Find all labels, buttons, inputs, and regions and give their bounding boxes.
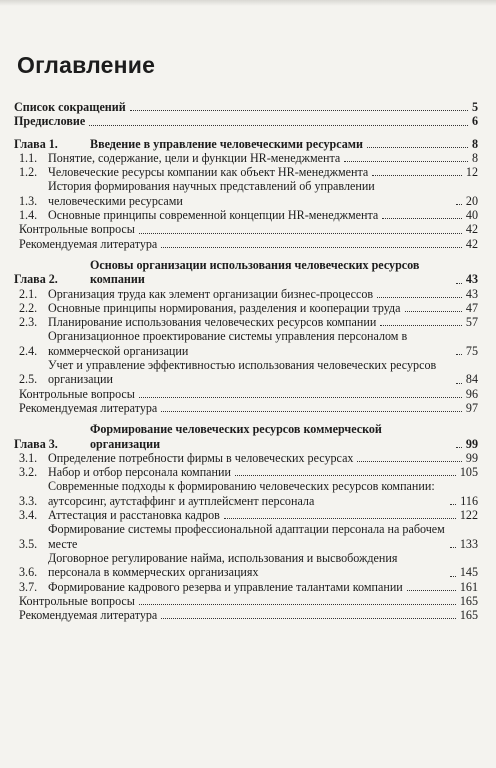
entry-title: Определение потребности фирмы в человеческих ресурсах bbox=[48, 450, 354, 465]
entry-title: Учет и управление эффективностью использования человеческих ресурсов организации bbox=[48, 358, 437, 387]
entry-page: 8 bbox=[471, 150, 478, 165]
toc-entry[interactable] bbox=[14, 208, 478, 222]
dot-leader bbox=[456, 283, 462, 284]
toc-entry[interactable] bbox=[14, 100, 478, 114]
page-edge bbox=[0, 0, 496, 6]
entry-page: 40 bbox=[465, 208, 478, 223]
entry-page: 99 bbox=[465, 436, 478, 451]
entry-page: 97 bbox=[465, 400, 478, 415]
toc-entry[interactable] bbox=[14, 465, 478, 479]
entry-page: 133 bbox=[459, 536, 478, 551]
entry-title: Человеческие ресурсы компании как объект HR-менеджмента bbox=[48, 165, 369, 180]
toc-entry[interactable] bbox=[14, 315, 478, 329]
entry-title: Формирование кадрового резерва и управление талантами компании bbox=[48, 579, 403, 594]
toc-entry[interactable] bbox=[14, 422, 478, 451]
entry-number: 2.2. bbox=[19, 300, 38, 315]
dot-leader bbox=[224, 518, 456, 519]
dot-leader bbox=[161, 411, 462, 412]
toc-entry[interactable] bbox=[14, 401, 478, 415]
toc-entry[interactable] bbox=[14, 301, 478, 315]
entry-title: Контрольные вопросы bbox=[19, 593, 135, 608]
entry-page: 8 bbox=[471, 136, 478, 151]
toc-entry[interactable] bbox=[14, 258, 478, 287]
entry-number: 2.4. bbox=[19, 343, 38, 358]
entry-title: Предисловие bbox=[14, 114, 86, 129]
entry-title: Формирование человеческих ресурсов коммерческой организации bbox=[90, 422, 382, 451]
entry-page: 84 bbox=[465, 372, 478, 387]
dot-leader bbox=[380, 325, 462, 326]
entry-page: 75 bbox=[465, 343, 478, 358]
entry-title: Рекомендуемая литература bbox=[19, 236, 158, 251]
entry-title: Договорное регулирование найма, использования и высвобождения персонала в коммерческих организациях bbox=[48, 550, 398, 580]
table-of-contents bbox=[14, 100, 478, 622]
entry-number: Глава 1. bbox=[14, 136, 58, 151]
dot-leader bbox=[161, 247, 462, 248]
entry-page: 122 bbox=[459, 508, 478, 523]
toc-entry[interactable] bbox=[14, 165, 478, 179]
entry-page: 99 bbox=[465, 450, 478, 465]
toc-entry[interactable] bbox=[14, 508, 478, 522]
entry-title: Введение в управление человеческими ресурсами bbox=[90, 136, 363, 151]
dot-leader bbox=[139, 604, 456, 605]
entry-page: 12 bbox=[465, 165, 478, 180]
toc-entry[interactable] bbox=[14, 237, 478, 251]
entry-title: Список сокращений bbox=[14, 100, 126, 114]
entry-number: 3.6. bbox=[19, 565, 38, 580]
toc-entry[interactable] bbox=[14, 358, 478, 387]
dot-leader bbox=[377, 297, 462, 298]
entry-page: 116 bbox=[460, 493, 478, 508]
entry-title: Набор и отбор персонала компании bbox=[48, 465, 231, 480]
dot-leader bbox=[367, 147, 468, 148]
entry-page: 47 bbox=[465, 300, 478, 315]
entry-title: История формирования научных представлений об управлении человеческими ресурсами bbox=[48, 179, 375, 208]
entry-number: 3.5. bbox=[19, 536, 38, 551]
toc-entry[interactable] bbox=[14, 387, 478, 401]
entry-number: 1.1. bbox=[19, 150, 38, 165]
entry-page: 43 bbox=[465, 286, 478, 301]
toc-entry[interactable] bbox=[14, 479, 478, 508]
entry-title: Основные принципы современной концепции HR-менеджмента bbox=[48, 208, 379, 223]
entry-page: 165 bbox=[459, 593, 478, 608]
entry-number: 2.3. bbox=[19, 315, 38, 330]
dot-leader bbox=[130, 110, 468, 111]
dot-leader bbox=[382, 218, 462, 219]
entry-title: Формирование системы профессиональной адаптации персонала на рабочем месте bbox=[48, 522, 445, 551]
entry-page: 43 bbox=[465, 272, 478, 287]
toc-entry[interactable] bbox=[14, 287, 478, 301]
entry-page: 161 bbox=[459, 579, 478, 594]
entry-number: 3.7. bbox=[19, 579, 38, 594]
entry-number: 3.1. bbox=[19, 450, 38, 465]
entry-title: Рекомендуемая литература bbox=[19, 400, 158, 415]
entry-number: Глава 2. bbox=[14, 272, 58, 287]
dot-leader bbox=[456, 383, 462, 384]
dot-leader bbox=[372, 175, 462, 176]
toc-entry[interactable] bbox=[14, 551, 478, 580]
toc-entry[interactable] bbox=[14, 594, 478, 608]
toc-entry[interactable] bbox=[14, 137, 478, 151]
dot-leader bbox=[344, 161, 468, 162]
dot-leader bbox=[405, 311, 462, 312]
toc-entry[interactable] bbox=[14, 522, 478, 551]
entry-title: Контрольные вопросы bbox=[19, 386, 135, 401]
entry-page: 20 bbox=[465, 193, 478, 208]
entry-page: 165 bbox=[459, 608, 478, 623]
entry-title: Основы организации использования человеческих ресурсов компании bbox=[90, 257, 420, 287]
dot-leader bbox=[450, 576, 456, 577]
entry-number: 2.5. bbox=[19, 372, 38, 387]
entry-title: Понятие, содержание, цели и функции HR-менеджмента bbox=[48, 150, 341, 165]
toc-entry[interactable] bbox=[14, 179, 478, 208]
dot-leader bbox=[456, 354, 462, 355]
entry-page: 145 bbox=[459, 565, 478, 580]
entry-page: 105 bbox=[459, 465, 478, 480]
entry-title: Основные принципы нормирования, разделения и кооперации труда bbox=[48, 300, 401, 315]
dot-leader bbox=[235, 475, 456, 476]
toc-entry[interactable] bbox=[14, 114, 478, 128]
toc-entry[interactable] bbox=[14, 608, 478, 622]
entry-number: 2.1. bbox=[19, 286, 38, 301]
dot-leader bbox=[450, 547, 456, 548]
entry-number: 3.4. bbox=[19, 508, 38, 523]
toc-entry[interactable] bbox=[14, 329, 478, 358]
entry-title: Организация труда как элемент организации бизнес-процессов bbox=[48, 286, 374, 301]
dot-leader bbox=[407, 590, 456, 591]
entry-title: Аттестация и расстановка кадров bbox=[48, 508, 220, 523]
dot-leader bbox=[161, 618, 456, 619]
toc-entry[interactable] bbox=[14, 151, 478, 165]
entry-title: Организационное проектирование системы управления персоналом в коммерческой организации bbox=[48, 329, 408, 358]
toc-entry[interactable] bbox=[14, 451, 478, 465]
entry-title: Планирование использования человеческих ресурсов компании bbox=[48, 315, 377, 330]
entry-number: 1.2. bbox=[19, 165, 38, 180]
toc-entry[interactable] bbox=[14, 222, 478, 236]
dot-leader bbox=[450, 504, 456, 505]
dot-leader bbox=[139, 233, 462, 234]
entry-page: 42 bbox=[465, 222, 478, 237]
entry-title: Современные подходы к формированию человеческих ресурсов компании: аутсорсинг, аутстаффинг и аутплейсмент персонала bbox=[48, 479, 435, 508]
dot-leader bbox=[139, 397, 462, 398]
entry-page: 5 bbox=[471, 100, 478, 114]
dot-leader bbox=[89, 125, 468, 126]
entry-number: 3.3. bbox=[19, 493, 38, 508]
entry-number: Глава 3. bbox=[14, 436, 58, 451]
page-title: Оглавление bbox=[17, 52, 156, 78]
dot-leader bbox=[357, 461, 461, 462]
entry-page: 96 bbox=[465, 386, 478, 401]
entry-title: Рекомендуемая литература bbox=[19, 608, 158, 623]
entry-page: 57 bbox=[465, 315, 478, 330]
entry-number: 1.3. bbox=[19, 193, 38, 208]
entry-number: 3.2. bbox=[19, 465, 38, 480]
entry-title: Контрольные вопросы bbox=[19, 222, 135, 237]
dot-leader bbox=[456, 204, 462, 205]
dot-leader bbox=[456, 447, 462, 448]
entry-page: 42 bbox=[465, 236, 478, 251]
toc-entry[interactable] bbox=[14, 580, 478, 594]
entry-page: 6 bbox=[471, 114, 478, 129]
entry-number: 1.4. bbox=[19, 208, 38, 223]
